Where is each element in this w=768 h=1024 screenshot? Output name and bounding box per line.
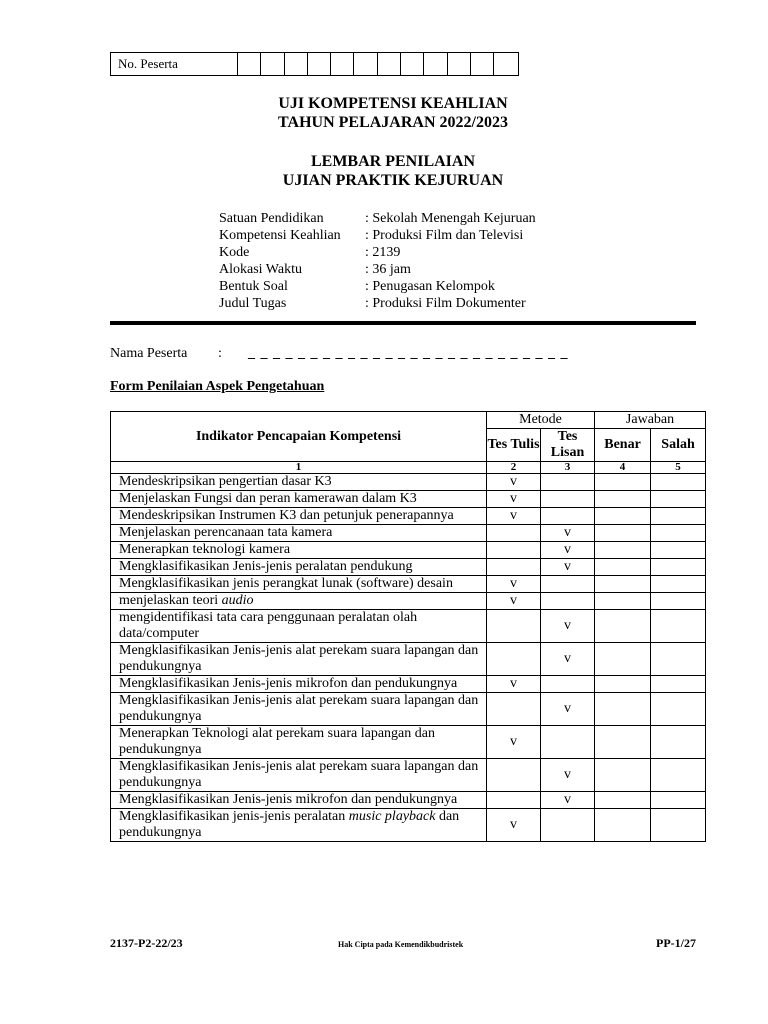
answer-benar-cell[interactable]	[595, 593, 651, 610]
answer-benar-cell[interactable]	[595, 643, 651, 676]
mark-tes-tulis	[487, 559, 541, 576]
mark-tes-tulis	[487, 542, 541, 559]
answer-salah-cell[interactable]	[651, 759, 706, 792]
no-peserta-digit-cell[interactable]	[378, 53, 401, 75]
header-benar: Benar	[595, 429, 651, 462]
answer-salah-cell[interactable]	[651, 809, 706, 842]
mark-tes-lisan: v	[541, 610, 595, 643]
answer-salah-cell[interactable]	[651, 559, 706, 576]
mark-tes-tulis	[487, 792, 541, 809]
mark-tes-lisan: v	[541, 759, 595, 792]
answer-benar-cell[interactable]	[595, 542, 651, 559]
answer-salah-cell[interactable]	[651, 542, 706, 559]
info-value: : Produksi Film dan Televisi	[365, 228, 524, 243]
mark-tes-tulis	[487, 525, 541, 542]
mark-tes-tulis: v	[487, 809, 541, 842]
indicator-text: Mengklasifikasikan Jenis-jenis alat perekam suara lapangan dan pendukungnya	[111, 643, 487, 676]
mark-tes-lisan: v	[541, 525, 595, 542]
info-row	[219, 244, 536, 261]
mark-tes-lisan: v	[541, 643, 595, 676]
info-key: Kompetensi Keahlian	[219, 228, 341, 243]
no-peserta-digit-cell[interactable]	[494, 53, 517, 75]
indicator-text: mengidentifikasi tata cara penggunaan peralatan olah data/computer	[111, 610, 487, 643]
column-number: 5	[651, 462, 706, 474]
answer-benar-cell[interactable]	[595, 576, 651, 593]
answer-benar-cell[interactable]	[595, 491, 651, 508]
answer-benar-cell[interactable]	[595, 792, 651, 809]
indicator-text: Mendeskripsikan Instrumen K3 dan petunjuk penerapannya	[111, 508, 487, 525]
info-row	[219, 227, 536, 244]
mark-tes-tulis	[487, 610, 541, 643]
info-value: : Penugasan Kelompok	[365, 279, 495, 294]
table-row	[111, 676, 706, 693]
mark-tes-lisan: v	[541, 792, 595, 809]
answer-benar-cell[interactable]	[595, 759, 651, 792]
table-row	[111, 474, 706, 491]
mark-tes-lisan	[541, 491, 595, 508]
indicator-text-part: Mengklasifikasikan jenis-jenis peralatan	[119, 809, 349, 824]
table-row	[111, 610, 706, 643]
no-peserta-digit-cell[interactable]	[285, 53, 308, 75]
indicator-text: Menjelaskan Fungsi dan peran kamerawan dalam K3	[111, 491, 487, 508]
answer-salah-cell[interactable]	[651, 610, 706, 643]
answer-benar-cell[interactable]	[595, 809, 651, 842]
answer-salah-cell[interactable]	[651, 676, 706, 693]
indicator-text: Mengklasifikasikan jenis perangkat lunak (software) desain	[111, 576, 487, 593]
exam-title: UJI KOMPETENSI KEAHLIAN	[278, 95, 508, 112]
exam-type: UJIAN PRAKTIK KEJURUAN	[282, 172, 504, 189]
nama-peserta-colon: :	[218, 346, 222, 361]
info-value: : Sekolah Menengah Kejuruan	[365, 211, 536, 226]
answer-benar-cell[interactable]	[595, 693, 651, 726]
answer-benar-cell[interactable]	[595, 508, 651, 525]
table-row	[111, 542, 706, 559]
answer-salah-cell[interactable]	[651, 576, 706, 593]
mark-tes-tulis: v	[487, 593, 541, 610]
no-peserta-digit-cell[interactable]	[471, 53, 494, 75]
no-peserta-digit-cell[interactable]	[308, 53, 331, 75]
mark-tes-tulis: v	[487, 474, 541, 491]
mark-tes-lisan	[541, 593, 595, 610]
header-tes-tulis: Tes Tulis	[487, 429, 541, 462]
column-number: 1	[111, 462, 487, 474]
indicator-text-part: dan pendukungnya	[119, 809, 460, 840]
indicator-text: Menerapkan teknologi kamera	[111, 542, 487, 559]
info-row	[219, 295, 536, 312]
indicator-text: Menerapkan Teknologi alat perekam suara lapangan dan pendukungnya	[111, 726, 487, 759]
table-row	[111, 559, 706, 576]
mark-tes-lisan	[541, 726, 595, 759]
mark-tes-lisan	[541, 809, 595, 842]
answer-salah-cell[interactable]	[651, 693, 706, 726]
table-row	[111, 593, 706, 610]
table-row	[111, 792, 706, 809]
info-key: Alokasi Waktu	[219, 262, 302, 277]
indicator-text: Mengklasifikasikan Jenis-jenis mikrofon dan pendukungnya	[111, 676, 487, 693]
mark-tes-lisan: v	[541, 559, 595, 576]
info-value: : 2139	[365, 245, 401, 260]
answer-salah-cell[interactable]	[651, 474, 706, 491]
info-row	[219, 210, 536, 227]
no-peserta-digit-cell[interactable]	[261, 53, 284, 75]
header-metode: Metode	[487, 412, 595, 429]
mark-tes-tulis: v	[487, 676, 541, 693]
header-jawaban: Jawaban	[595, 412, 706, 429]
no-peserta-digit-cell[interactable]	[331, 53, 354, 75]
no-peserta-digit-cell[interactable]	[448, 53, 471, 75]
indicator-text-part: menjelaskan teori	[119, 593, 222, 608]
header-salah: Salah	[651, 429, 706, 462]
mark-tes-lisan	[541, 576, 595, 593]
answer-salah-cell[interactable]	[651, 491, 706, 508]
indicator-text-italic: music playback	[348, 809, 436, 824]
info-row	[219, 278, 536, 295]
answer-benar-cell[interactable]	[595, 726, 651, 759]
table-row	[111, 508, 706, 525]
info-key: Satuan Pendidikan	[219, 211, 324, 226]
exam-info	[219, 210, 536, 312]
table-row	[111, 726, 706, 759]
mark-tes-lisan: v	[541, 542, 595, 559]
nama-peserta-field[interactable]: _ _ _ _ _ _ _ _ _ _ _ _ _ _ _ _ _ _ _ _ _ _ _ _ _ _	[248, 346, 569, 361]
mark-tes-tulis: v	[487, 508, 541, 525]
no-peserta-digit-cell[interactable]	[424, 53, 447, 75]
column-number: 2	[487, 462, 541, 474]
header-tes-lisan: Tes Lisan	[541, 429, 595, 462]
answer-salah-cell[interactable]	[651, 792, 706, 809]
info-key: Judul Tugas	[219, 296, 287, 311]
answer-salah-cell[interactable]	[651, 525, 706, 542]
form-title: Form Penilaian Aspek Pengetahuan	[110, 379, 325, 394]
info-value: : Produksi Film Dokumenter	[365, 296, 526, 311]
indicator-text: Mengklasifikasikan Jenis-jenis alat perekam suara lapangan dan pendukungnya	[111, 759, 487, 792]
no-peserta-label: No. Peserta	[111, 53, 238, 75]
mark-tes-tulis	[487, 759, 541, 792]
answer-salah-cell[interactable]	[651, 726, 706, 759]
mark-tes-lisan	[541, 508, 595, 525]
indicator-text	[111, 809, 487, 842]
answer-benar-cell[interactable]	[595, 676, 651, 693]
table-row	[111, 693, 706, 726]
table-row	[111, 525, 706, 542]
answer-benar-cell[interactable]	[595, 525, 651, 542]
assessment-table	[110, 411, 706, 842]
footer-copyright: Hak Cipta pada Kemendikbudristek	[338, 940, 464, 949]
answer-salah-cell[interactable]	[651, 593, 706, 610]
info-row	[219, 261, 536, 278]
answer-benar-cell[interactable]	[595, 474, 651, 491]
mark-tes-tulis	[487, 693, 541, 726]
column-number: 3	[541, 462, 595, 474]
answer-salah-cell[interactable]	[651, 643, 706, 676]
indicator-text: Mengklasifikasikan Jenis-jenis alat perekam suara lapangan dan pendukungnya	[111, 693, 487, 726]
indicator-text: Mengklasifikasikan Jenis-jenis mikrofon dan pendukungnya	[111, 792, 487, 809]
school-year: TAHUN PELAJARAN 2022/2023	[278, 114, 508, 131]
answer-benar-cell[interactable]	[595, 610, 651, 643]
table-row	[111, 576, 706, 593]
mark-tes-lisan: v	[541, 693, 595, 726]
column-number-row	[111, 462, 706, 474]
sheet-title: LEMBAR PENILAIAN	[310, 153, 475, 170]
table-row	[111, 809, 706, 842]
header-indikator: Indikator Pencapaian Kompetensi	[111, 412, 487, 462]
info-value: : 36 jam	[365, 262, 411, 277]
mark-tes-tulis: v	[487, 491, 541, 508]
mark-tes-lisan	[541, 676, 595, 693]
answer-salah-cell[interactable]	[651, 508, 706, 525]
indicator-text-italic: audio	[221, 593, 254, 608]
mark-tes-tulis: v	[487, 576, 541, 593]
mark-tes-tulis	[487, 643, 541, 676]
table-row	[111, 759, 706, 792]
table-row	[111, 643, 706, 676]
indicator-text: Mengklasifikasikan Jenis-jenis peralatan pendukung	[111, 559, 487, 576]
nama-peserta-row	[110, 345, 569, 362]
mark-tes-lisan	[541, 474, 595, 491]
mark-tes-tulis: v	[487, 726, 541, 759]
indicator-text: Menjelaskan perencanaan tata kamera	[111, 525, 487, 542]
no-peserta-digit-cell[interactable]	[354, 53, 377, 75]
indicator-text: Mendeskripsikan pengertian dasar K3	[111, 474, 487, 491]
nama-peserta-label: Nama Peserta	[110, 346, 188, 361]
table-row	[111, 491, 706, 508]
footer-code: 2137-P2-22/23	[110, 936, 183, 950]
answer-benar-cell[interactable]	[595, 559, 651, 576]
info-key: Kode	[219, 245, 250, 260]
indicator-text	[111, 593, 487, 610]
info-key: Bentuk Soal	[219, 279, 288, 294]
no-peserta-digit-cell[interactable]	[401, 53, 424, 75]
no-peserta-digit-cell[interactable]	[238, 53, 261, 75]
divider	[110, 321, 696, 325]
no-peserta-cells	[238, 53, 518, 75]
no-peserta-box	[110, 52, 519, 76]
column-number: 4	[595, 462, 651, 474]
footer-page-number: PP-1/27	[656, 936, 696, 950]
